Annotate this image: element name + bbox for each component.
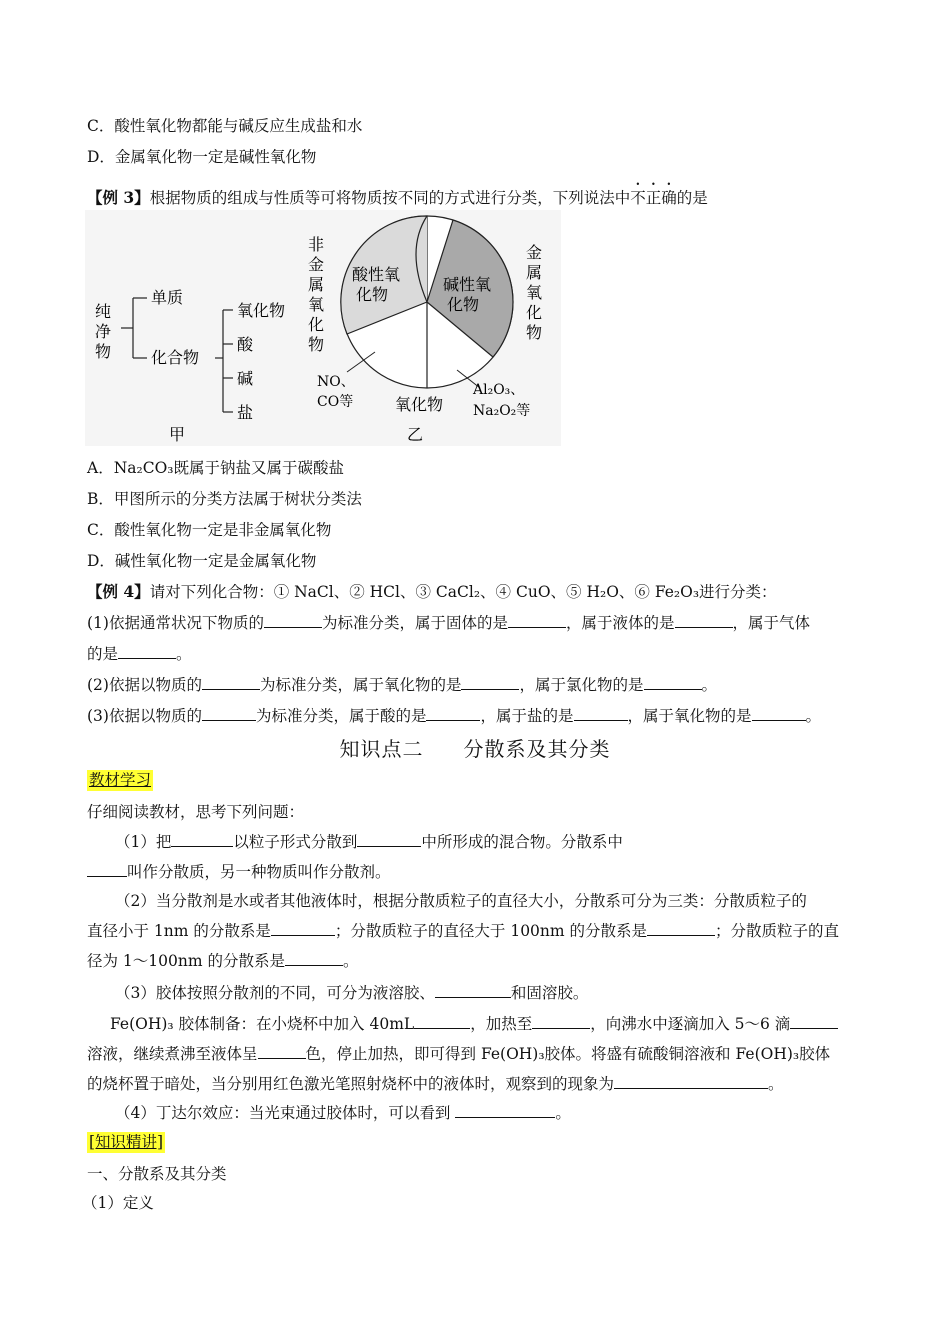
section-title: 知识点二 分散系及其分类 bbox=[339, 737, 611, 761]
option-d: D．碱性氧化物一定是金属氧化物 bbox=[87, 552, 317, 570]
tag-knowledge-explain: [知识精讲] bbox=[89, 1133, 164, 1151]
blank[interactable] bbox=[644, 675, 702, 690]
example4-label: 【例 4】 bbox=[87, 582, 150, 601]
pie-acidic-2: 化物 bbox=[356, 285, 389, 304]
intro-text: 仔细阅读教材，思考下列问题： bbox=[87, 803, 305, 821]
blank[interactable] bbox=[202, 675, 260, 690]
p4-line1: Fe(OH)₃ 胶体制备：在小烧杯中加入 40mL ，加热至 ，向沸水中逐滴加入 5～6 滴 bbox=[110, 1013, 838, 1035]
example4-question: 【例 4】请对下列化合物：① NaCl、② HCl、③ CaCl₂、④ CuO、⑤ H₂O、⑥ Fe₂O₃进行分类： bbox=[87, 582, 777, 601]
p2-line2: 直径小于 1nm 的分散系是 ；分散质粒子的直径大于 100nm 的分散系是 ；分散质粒子的直 bbox=[87, 922, 840, 940]
p4-line3: 的烧杯置于暗处，当分别用红色激光笔照射烧杯中的液体时，观察到的现象为 。 bbox=[87, 1075, 784, 1093]
yi-co: CO等 bbox=[317, 394, 354, 410]
jia-oxide: 氧化物 bbox=[237, 301, 286, 320]
yi-al: Al₂O₃、 bbox=[473, 382, 525, 398]
option-c-top: C．酸性氧化物都能与碱反应生成盐和水 bbox=[87, 117, 363, 135]
jia-salt: 盐 bbox=[237, 403, 254, 422]
option-a: A．Na₂CO₃既属于钠盐又属于碳酸盐 bbox=[87, 459, 344, 477]
caption-yi: 乙 bbox=[407, 425, 424, 444]
pie-acidic-1: 酸性氧 bbox=[352, 265, 401, 284]
yi-left-2: 金 bbox=[308, 255, 325, 274]
jia-root-3: 物 bbox=[95, 342, 112, 361]
blank[interactable] bbox=[461, 675, 519, 690]
emphasis-text: 不正确 bbox=[630, 189, 677, 207]
option-c: C．酸性氧化物一定是非金属氧化物 bbox=[87, 521, 332, 539]
jia-element: 单质 bbox=[151, 288, 184, 307]
caption-jia: 甲 bbox=[169, 425, 186, 444]
yi-no: NO、 bbox=[317, 374, 355, 390]
ex4-q1-line2: 的是 。 bbox=[87, 645, 192, 663]
jia-root-1: 纯 bbox=[95, 302, 112, 321]
blank[interactable] bbox=[264, 613, 322, 628]
pie-basic-1: 碱性氧 bbox=[443, 275, 492, 294]
yi-right-5: 物 bbox=[526, 323, 543, 342]
classification-figure bbox=[85, 210, 561, 446]
p3: （3）胶体按照分散剂的不同，可分为液溶胶、 和固溶胶。 bbox=[115, 984, 589, 1002]
example3-label: 【例 3】 bbox=[87, 188, 150, 207]
blank[interactable] bbox=[426, 706, 480, 721]
heading-2: （1）定义 bbox=[82, 1194, 154, 1212]
yi-left-1: 非 bbox=[308, 235, 325, 254]
blank[interactable] bbox=[118, 644, 176, 659]
ex4-q2: (2)依据以物质的 为标准分类，属于氧化物的是 ，属于氯化物的是 。 bbox=[87, 676, 718, 694]
p4-line2: 溶液，继续煮沸至液体呈 色，停止加热，即可得到 Fe(OH)₃胶体。将盛有硫酸铜溶液和 Fe(OH)₃胶体 bbox=[87, 1045, 831, 1063]
p1-line1: （1）把 以粒子形式分散到 中所形成的混合物。分散系中 bbox=[115, 833, 623, 851]
tag-textbook-study: 教材学习 bbox=[89, 771, 152, 789]
jia-compound: 化合物 bbox=[151, 348, 200, 367]
option-b: B．甲图所示的分类方法属于树状分类法 bbox=[87, 490, 362, 508]
blank[interactable] bbox=[752, 706, 806, 721]
blank[interactable] bbox=[574, 706, 628, 721]
blank[interactable] bbox=[675, 613, 733, 628]
ex4-q3: (3)依据以物质的 为标准分类，属于酸的是 ，属于盐的是 ，属于氧化物的是 。 bbox=[87, 707, 822, 725]
p1-line2: 叫作分散质，另一种物质叫作分散剂。 bbox=[87, 861, 391, 883]
jia-root-2: 净 bbox=[95, 322, 112, 341]
ex4-q1-line1: (1)依据通常状况下物质的 为标准分类，属于固体的是 ，属于液体的是 ，属于气体 bbox=[87, 614, 811, 632]
jia-acid: 酸 bbox=[237, 335, 254, 354]
yi-left-4: 氧 bbox=[308, 295, 325, 314]
yi-center: 氧化物 bbox=[395, 395, 444, 414]
classification-diagram bbox=[85, 210, 561, 446]
blank[interactable] bbox=[508, 613, 566, 628]
p2-line1: （2）当分散剂是水或者其他液体时，根据分散质粒子的直径大小，分散系可分为三类：分散质粒子的 bbox=[115, 892, 807, 910]
jia-base: 碱 bbox=[237, 369, 254, 388]
p2-line3: 径为 1～100nm 的分散系是 。 bbox=[87, 952, 359, 970]
yi-right-3: 氧 bbox=[526, 283, 543, 302]
yi-left-3: 属 bbox=[308, 275, 325, 294]
p5: （4）丁达尔效应：当光束通过胶体时，可以看到 。 bbox=[115, 1104, 571, 1122]
heading-1: 一、分散系及其分类 bbox=[87, 1165, 227, 1183]
yi-left-6: 物 bbox=[308, 335, 325, 354]
pie-basic-2: 化物 bbox=[447, 295, 480, 314]
yi-right-2: 属 bbox=[526, 263, 543, 282]
yi-right-4: 化 bbox=[526, 303, 543, 322]
yi-left-5: 化 bbox=[308, 315, 325, 334]
option-d-top: D．金属氧化物一定是碱性氧化物 bbox=[87, 148, 317, 166]
blank[interactable] bbox=[202, 706, 256, 721]
yi-na: Na₂O₂等 bbox=[473, 403, 531, 419]
yi-right-1: 金 bbox=[526, 243, 543, 262]
example3-question: 【例 3】根据物质的组成与性质等可将物质按不同的方式进行分类，下列说法中不正确的是 bbox=[87, 188, 708, 207]
